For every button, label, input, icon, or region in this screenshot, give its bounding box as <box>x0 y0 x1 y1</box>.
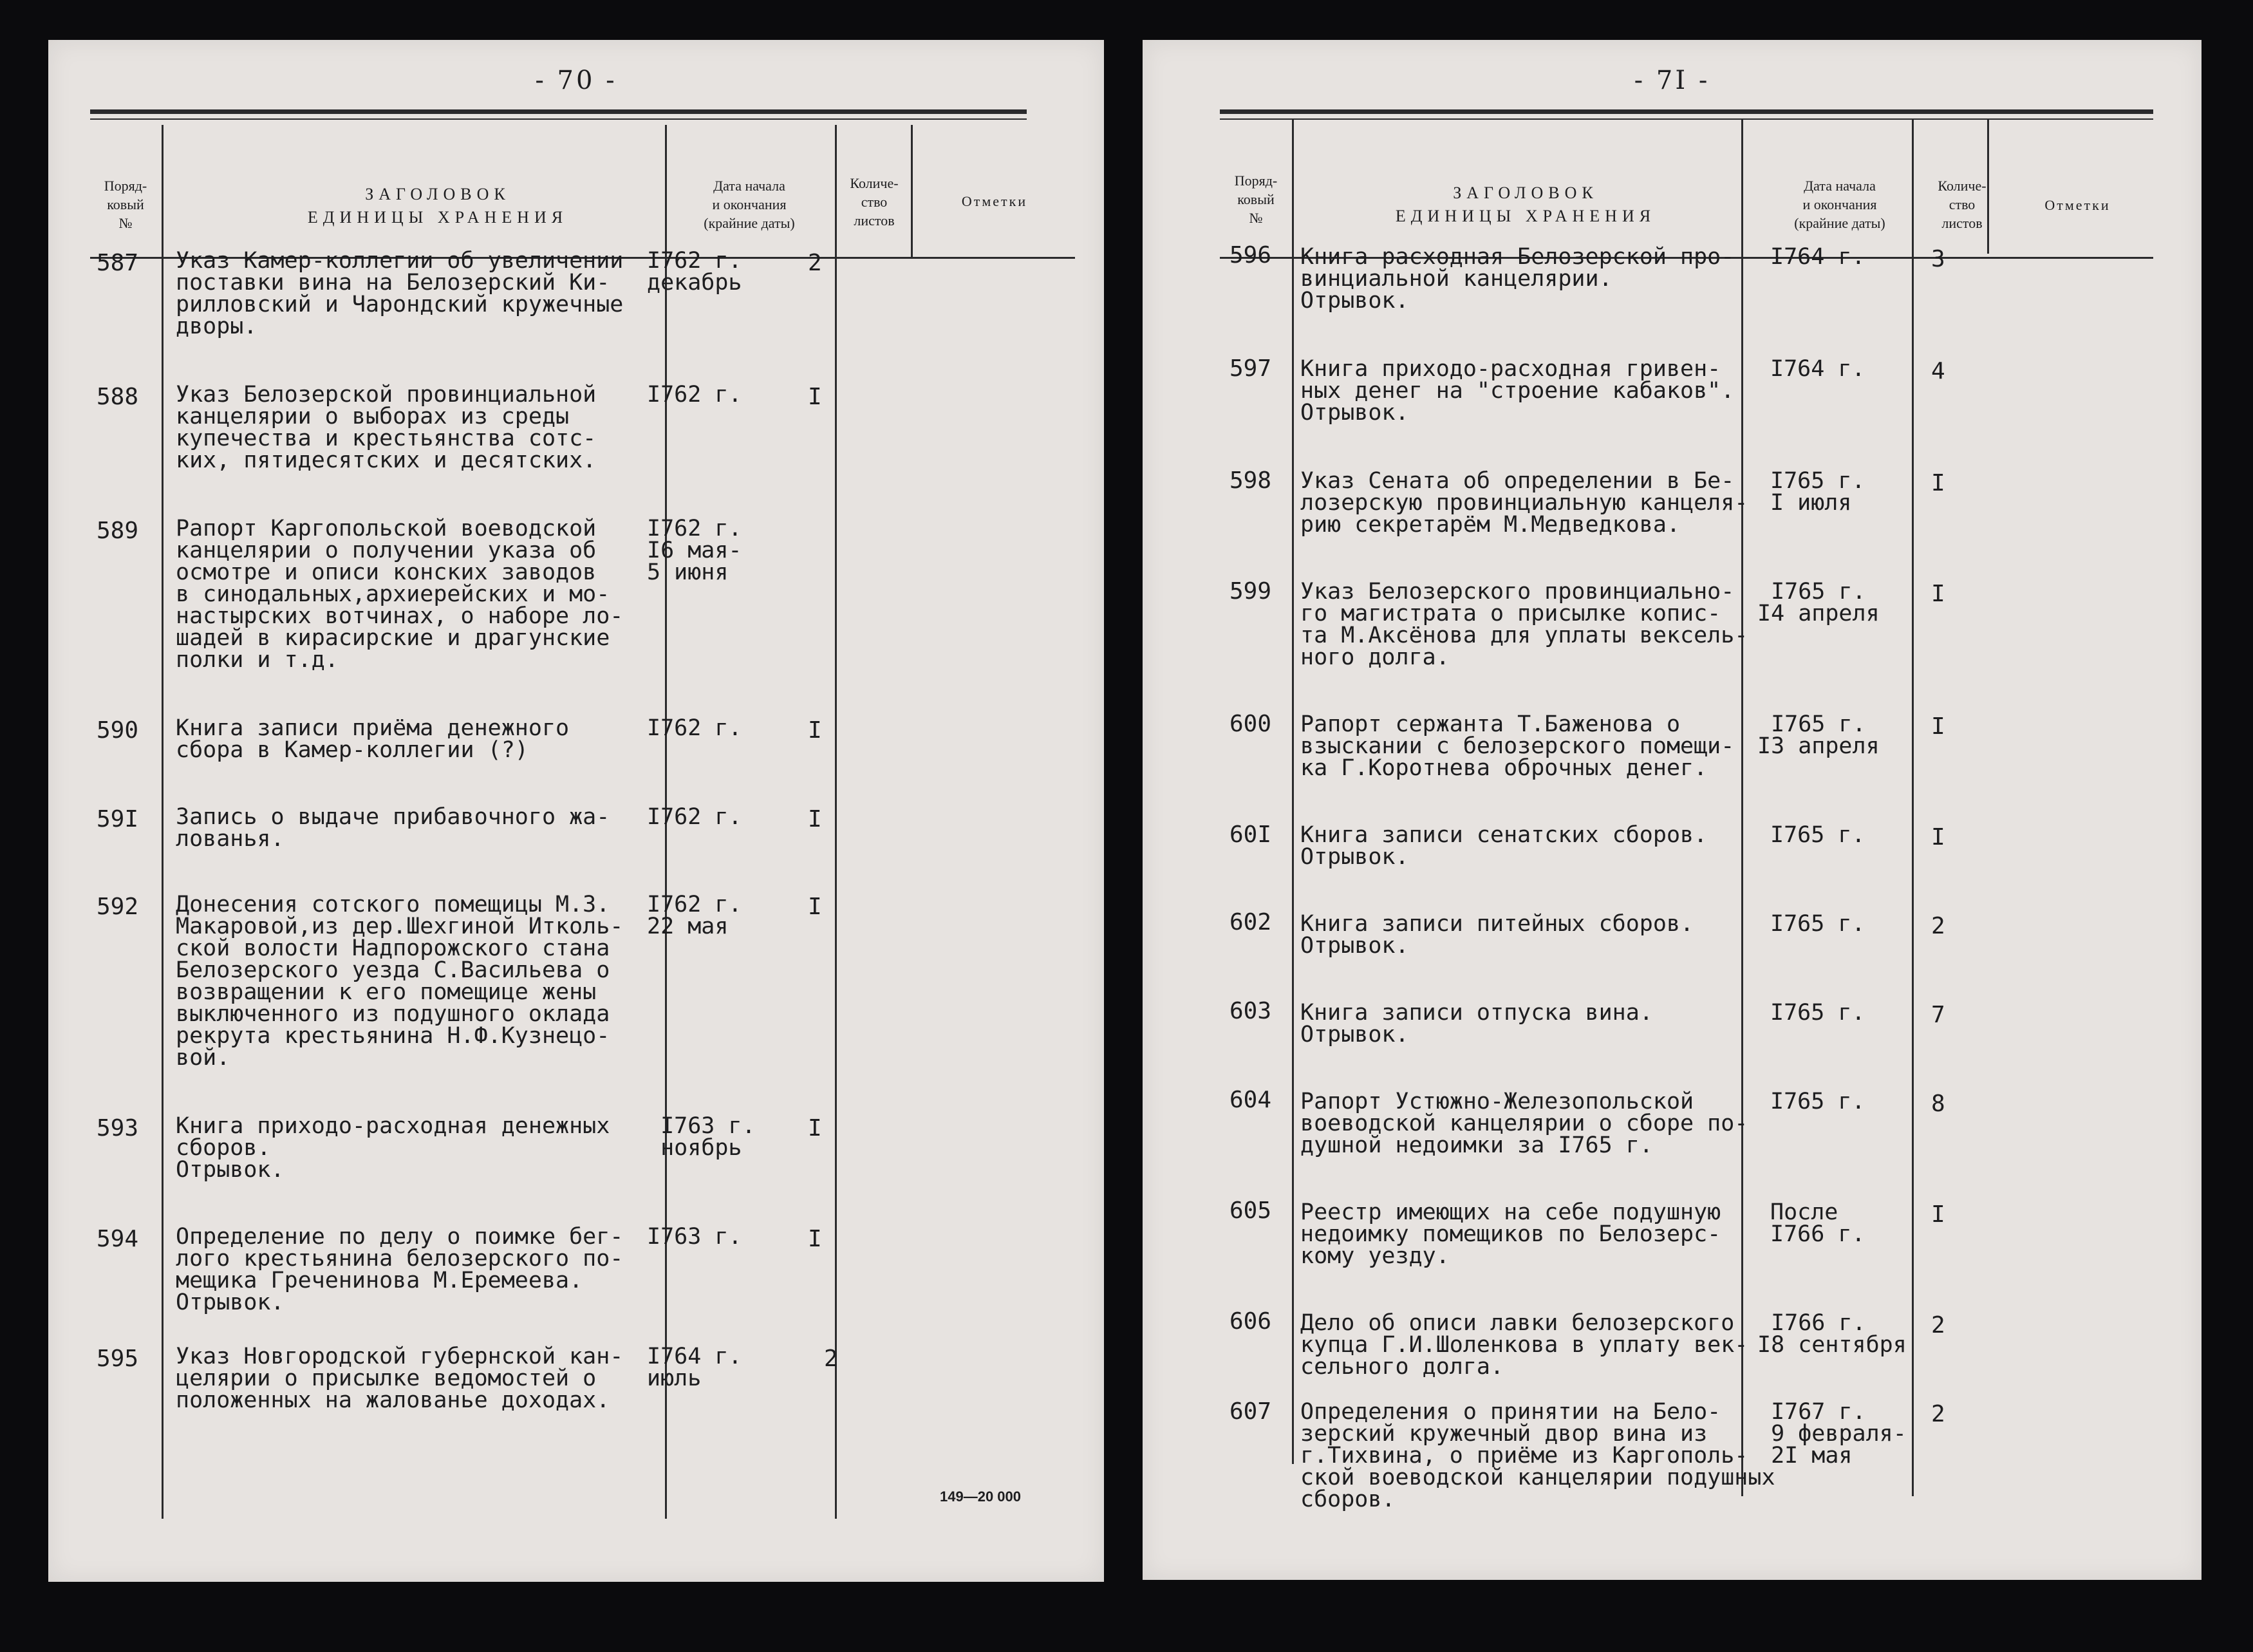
row-num: 60I <box>1229 821 1272 848</box>
header-notes: Отметки <box>2044 197 2111 213</box>
row-title: Книга приходо-расходная гривен- ных денег на "строение кабаков". Отрывок. <box>1300 356 1735 426</box>
row-title: Книга записи питейных сборов. Отрывок. <box>1300 911 1694 959</box>
row-title: Книга записи сенатских сборов. Отрывок. <box>1300 822 1708 870</box>
row-num: 595 <box>97 1346 139 1372</box>
row-count: 3 <box>1931 246 1945 272</box>
row-count: I <box>808 806 822 832</box>
row-title: Книга расходная Белозерской про- винциальной канцелярии. Отрывок. <box>1300 244 1735 314</box>
row-date: I764 г. <box>1770 244 1865 270</box>
row-num: 598 <box>1229 467 1272 494</box>
header-count: Количе- ство листов <box>850 175 899 229</box>
row-date: I762 г. <box>647 715 742 741</box>
row-num: 606 <box>1229 1308 1272 1335</box>
row-title: Книга записи отпуска вина. Отрывок. <box>1300 1000 1653 1047</box>
row-num: 600 <box>1229 711 1272 737</box>
row-title: Указ Камер-коллегии об увеличении поставки вина на Белозерский Ки- рилловский и Чарондский кружечные дворы. <box>176 248 624 339</box>
row-num: 599 <box>1229 578 1272 605</box>
row-num: 588 <box>97 384 139 410</box>
page-71 <box>1143 40 2202 1580</box>
col-divider <box>1987 118 1989 254</box>
row-count: 4 <box>1931 358 1945 384</box>
row-count: I <box>1931 470 1945 496</box>
row-title: Рапорт Каргопольской воеводской канцелярии о получении указа об осмотре и описи конских заводов в синодальных,архиерейских и мо- настырских вотчинах, о наборе ло- шадей в кирасирские и драгунские полки и т.д. <box>176 516 624 673</box>
row-date: I765 г. <box>1770 822 1865 848</box>
row-num: 592 <box>97 894 139 920</box>
row-date: I763 г. <box>647 1224 742 1250</box>
row-title: Реестр имеющих на себе подушную недоимку помещиков по Белозерс- кому уезду. <box>1300 1199 1721 1269</box>
row-date: I766 г. I8 сентября <box>1757 1310 1907 1358</box>
row-title: Указ Белозерской провинциальной канцелярии о выборах из среды купечества и крестьянства сотс- ких, пятидесятских и десятских. <box>176 382 597 473</box>
row-num: 594 <box>97 1226 139 1252</box>
row-date: I762 г. декабрь <box>647 248 742 296</box>
col-divider <box>911 125 913 257</box>
row-count: I <box>808 1115 822 1141</box>
row-count: I <box>808 1226 822 1252</box>
row-date: I762 г. 22 мая <box>647 892 742 939</box>
col-divider <box>1292 118 1294 1464</box>
row-count: I <box>1931 713 1945 740</box>
header-rule-thin <box>90 118 1027 120</box>
header-notes: Отметки <box>961 193 1028 209</box>
row-num: 587 <box>97 250 139 276</box>
row-title: Рапорт сержанта Т.Баженова о взыскании с белозерского помещи- ка Г.Коротнева оброчных денег. <box>1300 711 1735 781</box>
row-date: I762 г. <box>647 804 742 830</box>
row-count: 2 <box>824 1346 838 1372</box>
header-title: ЗАГОЛОВОК ЕДИНИЦЫ ХРАНЕНИЯ <box>307 185 568 227</box>
row-title: Указ Сената об определении в Бе- лозерскую провинциальную канцеля- рию секретарём М.Медведкова. <box>1300 468 1748 538</box>
row-date: I765 г. I июля <box>1770 468 1865 516</box>
row-date: I765 г. <box>1770 911 1865 937</box>
row-title: Дело об описи лавки белозерского купца Г.И.Шоленкова в уплату век- сельного долга. <box>1300 1310 1748 1380</box>
row-num: 59I <box>97 806 139 832</box>
page-70 <box>48 40 1104 1582</box>
row-date: После I766 г. <box>1770 1199 1865 1247</box>
row-date: I762 г. <box>647 382 742 408</box>
row-count: I <box>1931 824 1945 850</box>
col-divider <box>835 125 837 1519</box>
row-title: Книга записи приёма денежного сбора в Камер-коллегии (?) <box>176 715 570 763</box>
col-divider <box>1741 118 1743 1496</box>
header-num: Поряд- ковый № <box>104 178 147 231</box>
row-title: Указ Новгородской губернской кан- целярии о присылке ведомостей о положенных на жалованье доходах. <box>176 1344 624 1413</box>
row-count: I <box>808 894 822 920</box>
row-date: I763 г. ноябрь <box>660 1113 756 1161</box>
row-date: I764 г. <box>1770 356 1865 382</box>
row-count: 2 <box>1931 1401 1945 1427</box>
page-number: - 7I - <box>1634 66 1710 95</box>
row-date: I767 г. 9 февраля- 2I мая <box>1771 1399 1907 1469</box>
row-num: 596 <box>1229 242 1272 268</box>
header-rule <box>90 109 1027 114</box>
row-count: 2 <box>808 250 822 276</box>
header-num: Поряд- ковый № <box>1234 173 1278 226</box>
row-num: 604 <box>1229 1087 1272 1113</box>
col-divider <box>1912 118 1914 1496</box>
row-title: Донесения сотского помещицы М.З. Макаровой,из дер.Шехгиной Итколь- ской волости Надпорожского стана Белозерского уезда С.Васильева о возвращении к его помещице жены выключенного из подушного оклада рекрута крестьянина Н.Ф.Кузнецо- вой. <box>176 892 624 1071</box>
row-title: Указ Белозерского провинциально- го магистрата о присылке копис- та М.Аксёнова для уплаты вексель- ного долга. <box>1300 579 1748 670</box>
row-date: I765 г. I4 апреля <box>1757 579 1880 626</box>
header-title: ЗАГОЛОВОК ЕДИНИЦЫ ХРАНЕНИЯ <box>1395 183 1656 225</box>
header-count: Количе- ство листов <box>1938 178 1987 231</box>
row-count: I <box>1931 1201 1945 1228</box>
row-date: I765 г. <box>1770 1089 1865 1114</box>
row-count: I <box>808 384 822 410</box>
header-date: Дата начала и окончания (крайние даты) <box>1794 178 1885 231</box>
col-divider <box>162 125 164 1519</box>
page-number: - 70 - <box>535 66 617 95</box>
table-header <box>1220 125 2153 259</box>
header-date: Дата начала и окончания (крайние даты) <box>704 178 795 231</box>
row-count: I <box>808 717 822 744</box>
table-header <box>90 125 1075 259</box>
row-title: Рапорт Устюжно-Железопольской воеводской канцелярии о сборе по- душной недоимки за I765 г. <box>1300 1089 1748 1158</box>
row-title: Книга приходо-расходная денежных сборов. Отрывок. <box>176 1113 610 1183</box>
row-num: 605 <box>1229 1197 1272 1224</box>
row-num: 590 <box>97 717 139 744</box>
row-num: 607 <box>1229 1398 1272 1425</box>
print-imprint: 149—20 000 <box>940 1488 1021 1505</box>
header-rule <box>1220 109 2153 114</box>
row-num: 603 <box>1229 998 1272 1024</box>
row-title: Определение по делу о поимке бег- лого крестьянина белозерского по- мещика Греченинова М.Еремеева. Отрывок. <box>176 1224 624 1315</box>
row-date: I765 г. <box>1770 1000 1865 1026</box>
row-title: Определения о принятии на Бело- зерский кружечный двор вина из г.Тихвина, о приёме из Каргополь- ской воеводской канцелярии подушных сборов. <box>1300 1399 1775 1512</box>
row-date: I762 г. I6 мая- 5 июня <box>647 516 742 585</box>
row-num: 602 <box>1229 909 1272 935</box>
row-date: I764 г. июль <box>647 1344 742 1391</box>
row-num: 593 <box>97 1115 139 1141</box>
header-rule-thin <box>1220 118 2153 120</box>
row-num: 589 <box>97 518 139 544</box>
row-count: 8 <box>1931 1091 1945 1117</box>
row-count: I <box>1931 581 1945 607</box>
row-title: Запись о выдаче прибавочного жа- лованья. <box>176 804 610 852</box>
row-count: 2 <box>1931 1312 1945 1338</box>
row-count: 2 <box>1931 913 1945 939</box>
row-date: I765 г. I3 апреля <box>1757 711 1880 759</box>
row-count: 7 <box>1931 1002 1945 1028</box>
row-num: 597 <box>1229 355 1272 382</box>
